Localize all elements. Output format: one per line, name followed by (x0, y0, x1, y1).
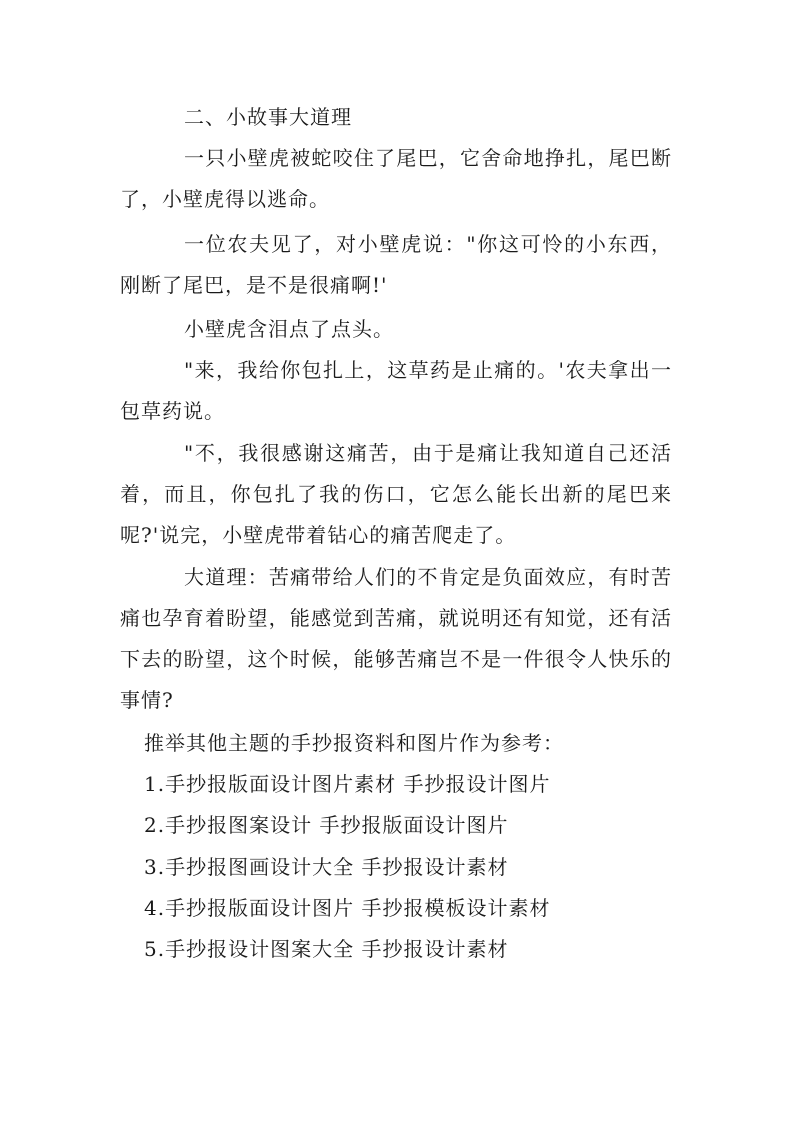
recommend-link-4[interactable]: 4.手抄报版面设计图片 手抄报模板设计素材 (144, 896, 551, 920)
recommend-intro: 推举其他主题的手抄报资料和图片作为参考： (144, 731, 564, 755)
recommend-link-3[interactable]: 3.手抄报图画设计大全 手抄报设计素材 (144, 855, 509, 879)
story-paragraph-4: "来，我给你包扎上，这草药是止痛的。'农夫拿出一包草药说。 (120, 358, 672, 423)
story-paragraph-2: 一位农夫见了，对小壁虎说："你这可怜的小东西，刚断了尾巴，是不是很痛啊!' (120, 232, 672, 297)
moral-paragraph: 大道理：苦痛带给人们的不肯定是负面效应，有时苦痛也孕育着盼望，能感觉到苦痛，就说明还有知觉，还有活下去的盼望，这个时候，能够苦痛岂不是一件很令人快乐的事情? (120, 565, 672, 712)
recommend-link-5[interactable]: 5.手抄报设计图案大全 手抄报设计素材 (144, 937, 509, 961)
story-paragraph-5: "不，我很感谢这痛苦，由于是痛让我知道自己还活着，而且，你包扎了我的伤口，它怎么能长出新的尾巴来呢?'说完，小壁虎带着钻心的痛苦爬走了。 (120, 441, 672, 547)
story-paragraph-3: 小壁虎含泪点了点头。 (184, 317, 394, 341)
story-paragraph-1: 一只小壁虎被蛇咬住了尾巴，它舍命地挣扎，尾巴断了，小壁虎得以逃命。 (120, 146, 672, 211)
recommend-link-2[interactable]: 2.手抄报图案设计 手抄报版面设计图片 (144, 813, 509, 837)
recommend-link-1[interactable]: 1.手抄报版面设计图片素材 手抄报设计图片 (144, 772, 551, 796)
section-heading: 二、小故事大道理 (184, 105, 352, 129)
